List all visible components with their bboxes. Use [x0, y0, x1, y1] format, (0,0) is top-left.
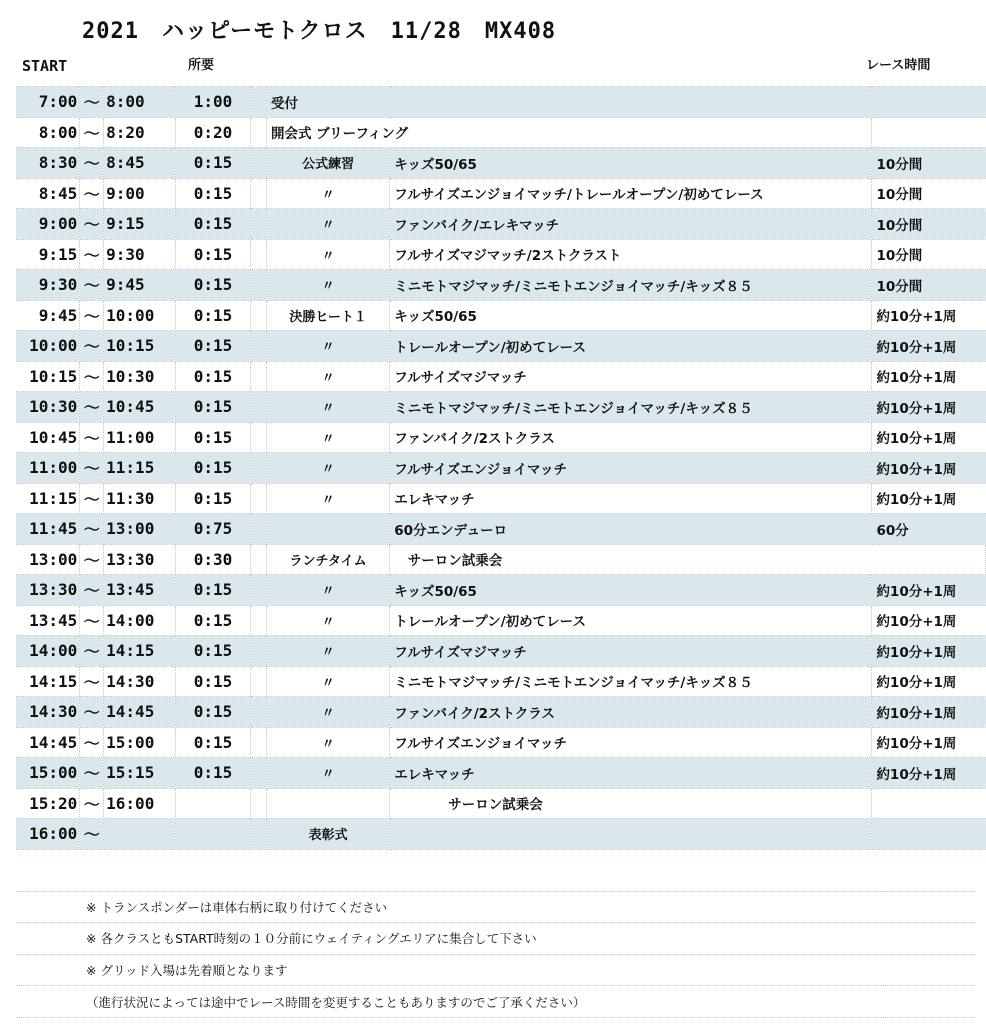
- time-separator: 〜: [80, 605, 104, 636]
- race-time: [872, 819, 986, 850]
- time-separator: 〜: [80, 758, 104, 789]
- schedule-row: [16, 605, 986, 636]
- duration: 0:15: [175, 392, 250, 423]
- event-name: エレキマッチ: [390, 758, 872, 789]
- start-time: 9:45: [16, 300, 80, 331]
- event-name: フルサイズマジマッチ/2ストクラスト: [390, 239, 872, 270]
- end-time: 10:45: [104, 392, 176, 423]
- event-name: フルサイズエンジョイマッチ: [390, 727, 872, 758]
- schedule-row: [16, 514, 986, 545]
- session-category: 決勝ヒート１: [266, 300, 389, 331]
- spacer-cell: [251, 422, 267, 453]
- note-row: [16, 860, 976, 891]
- note-spacer: [880, 986, 976, 1018]
- end-time: 15:15: [104, 758, 176, 789]
- start-time: 10:15: [16, 361, 80, 392]
- event-name: トレールオープン/初めてレース: [390, 605, 872, 636]
- start-time: 10:30: [16, 392, 80, 423]
- race-time: 60分: [872, 514, 986, 545]
- event-name: キッズ50/65: [390, 575, 872, 606]
- duration: 0:15: [175, 666, 250, 697]
- note-text: （進行状況によっては途中でレース時間を変更することもありますのでご了承ください）: [16, 986, 880, 1018]
- schedule-row: [16, 331, 986, 362]
- spacer-cell: [251, 300, 267, 331]
- start-time: 14:15: [16, 666, 80, 697]
- time-separator: 〜: [80, 117, 104, 148]
- schedule-row: [16, 819, 986, 850]
- duration: [175, 819, 250, 850]
- note-row: [16, 986, 976, 1018]
- time-separator: 〜: [80, 514, 104, 545]
- note-spacer: [880, 860, 976, 891]
- duration: 0:15: [175, 300, 250, 331]
- end-time: 15:00: [104, 727, 176, 758]
- time-separator: 〜: [80, 575, 104, 606]
- duration: 0:15: [175, 422, 250, 453]
- spacer-cell: [251, 209, 267, 240]
- note-spacer: [880, 923, 976, 955]
- schedule-row: [16, 544, 986, 575]
- event-name: サーロン試乗会: [390, 788, 872, 819]
- race-time: 10分間: [872, 209, 986, 240]
- time-separator: 〜: [80, 392, 104, 423]
- duration-column-header: 所要: [188, 58, 215, 73]
- race-time: 約10分+1周: [872, 758, 986, 789]
- race-time: 10分間: [872, 178, 986, 209]
- time-separator: 〜: [80, 636, 104, 667]
- spacer-cell: [251, 514, 267, 545]
- end-time: 13:30: [104, 544, 176, 575]
- session-category: 〃: [266, 758, 389, 789]
- duration: 0:15: [175, 575, 250, 606]
- start-time: 13:00: [16, 544, 80, 575]
- session-category: 〃: [266, 209, 389, 240]
- notes-table: [16, 860, 976, 1018]
- time-separator: 〜: [80, 178, 104, 209]
- session-category: 受付: [266, 87, 871, 118]
- schedule-row: [16, 788, 986, 819]
- spacer-cell: [251, 361, 267, 392]
- schedule-row: [16, 727, 986, 758]
- session-category: 〃: [266, 453, 389, 484]
- session-category: 〃: [266, 178, 389, 209]
- end-time: 9:15: [104, 209, 176, 240]
- race-time: 約10分+1周: [872, 483, 986, 514]
- duration: 0:15: [175, 636, 250, 667]
- schedule-row: [16, 392, 986, 423]
- duration: 0:15: [175, 148, 250, 179]
- end-time: 9:00: [104, 178, 176, 209]
- time-separator: 〜: [80, 819, 104, 850]
- event-name: ファンバイク/2ストクラス: [390, 697, 872, 728]
- end-time: 11:15: [104, 453, 176, 484]
- note-text: ※ 各クラスともSTART時刻の１０分前にウェイティングエリアに集合して下さい: [16, 923, 880, 955]
- session-category: 〃: [266, 331, 389, 362]
- time-separator: 〜: [80, 788, 104, 819]
- time-separator: 〜: [80, 544, 104, 575]
- spacer-cell: [251, 178, 267, 209]
- schedule-row: [16, 148, 986, 179]
- schedule-row: [16, 666, 986, 697]
- race-time: 10分間: [872, 148, 986, 179]
- time-separator: 〜: [80, 483, 104, 514]
- time-separator: 〜: [80, 331, 104, 362]
- time-separator: 〜: [80, 422, 104, 453]
- end-time: 16:00: [104, 788, 176, 819]
- spacer-cell: [251, 697, 267, 728]
- event-name: ファンバイク/エレキマッチ: [390, 209, 872, 240]
- start-time: 10:45: [16, 422, 80, 453]
- duration: 1:00: [175, 87, 250, 118]
- start-time: 14:30: [16, 697, 80, 728]
- start-time: 9:30: [16, 270, 80, 301]
- event-name: ファンバイク/2ストクラス: [390, 422, 872, 453]
- schedule-row: [16, 209, 986, 240]
- time-separator: 〜: [80, 453, 104, 484]
- start-time: 13:30: [16, 575, 80, 606]
- spacer-cell: [251, 575, 267, 606]
- schedule-row: [16, 575, 986, 606]
- start-time: 9:15: [16, 239, 80, 270]
- schedule-row: [16, 300, 986, 331]
- event-name: 60分エンデューロ: [390, 514, 872, 545]
- duration: 0:15: [175, 239, 250, 270]
- spacer-cell: [251, 819, 267, 850]
- time-separator: 〜: [80, 697, 104, 728]
- start-time: 8:30: [16, 148, 80, 179]
- race-time: 約10分+1周: [872, 575, 986, 606]
- session-category: 〃: [266, 392, 389, 423]
- race-time: 約10分+1周: [872, 697, 986, 728]
- duration: 0:15: [175, 727, 250, 758]
- spacer-cell: [251, 483, 267, 514]
- spacer-cell: [251, 117, 267, 148]
- start-time: 8:45: [16, 178, 80, 209]
- race-time: 約10分+1周: [872, 605, 986, 636]
- race-time: 約10分+1周: [872, 453, 986, 484]
- start-time: 15:20: [16, 788, 80, 819]
- duration: 0:15: [175, 605, 250, 636]
- start-time: 14:45: [16, 727, 80, 758]
- spacer-cell: [251, 87, 267, 118]
- end-time: 11:30: [104, 483, 176, 514]
- event-name: フルサイズマジマッチ: [390, 636, 872, 667]
- end-time: 14:15: [104, 636, 176, 667]
- end-time: 13:00: [104, 514, 176, 545]
- event-name: キッズ50/65: [390, 300, 872, 331]
- session-category: ランチタイム: [266, 544, 389, 575]
- time-separator: 〜: [80, 270, 104, 301]
- event-name: ミニモトマジマッチ/ミニモトエンジョイマッチ/キッズ８５: [390, 392, 872, 423]
- duration: 0:15: [175, 483, 250, 514]
- start-time: 9:00: [16, 209, 80, 240]
- spacer-cell: [251, 392, 267, 423]
- spacer-cell: [251, 148, 267, 179]
- start-time: 14:00: [16, 636, 80, 667]
- schedule-row: [16, 697, 986, 728]
- race-time: 約10分+1周: [872, 636, 986, 667]
- note-row: [16, 954, 976, 986]
- end-time: 14:00: [104, 605, 176, 636]
- spacer-cell: [251, 758, 267, 789]
- time-separator: 〜: [80, 87, 104, 118]
- schedule-row: [16, 422, 986, 453]
- duration: [175, 788, 250, 819]
- session-category: 〃: [266, 270, 389, 301]
- session-category: 〃: [266, 605, 389, 636]
- spacer-cell: [251, 666, 267, 697]
- time-separator: 〜: [80, 727, 104, 758]
- end-time: 13:45: [104, 575, 176, 606]
- session-category: 開会式 ブリーフィング: [266, 117, 871, 148]
- note-text: ※ トランスポンダーは車体右柄に取り付けてください: [16, 891, 880, 923]
- session-category: 〃: [266, 666, 389, 697]
- session-category: [266, 514, 389, 545]
- race-time: 10分間: [872, 270, 986, 301]
- schedule-row: [16, 483, 986, 514]
- duration: 0:15: [175, 331, 250, 362]
- duration: 0:15: [175, 209, 250, 240]
- session-category: 〃: [266, 361, 389, 392]
- duration: 0:15: [175, 270, 250, 301]
- note-spacer: [880, 891, 976, 923]
- session-category: 〃: [266, 697, 389, 728]
- session-category: [266, 788, 389, 819]
- session-category: 〃: [266, 575, 389, 606]
- end-time: 9:45: [104, 270, 176, 301]
- spacer-cell: [251, 331, 267, 362]
- duration: 0:15: [175, 361, 250, 392]
- duration: 0:30: [175, 544, 250, 575]
- start-time: 11:00: [16, 453, 80, 484]
- note-text: ※ グリッド入場は先着順となります: [16, 954, 880, 986]
- start-time: 11:15: [16, 483, 80, 514]
- race-time: 約10分+1周: [872, 361, 986, 392]
- end-time: 11:00: [104, 422, 176, 453]
- duration: 0:15: [175, 453, 250, 484]
- time-separator: 〜: [80, 239, 104, 270]
- race-time: 10分間: [872, 239, 986, 270]
- session-category: 表彰式: [266, 819, 389, 850]
- race-time: 約10分+1周: [872, 727, 986, 758]
- start-time: 13:45: [16, 605, 80, 636]
- event-name: ミニモトマジマッチ/ミニモトエンジョイマッチ/キッズ８５: [390, 666, 872, 697]
- spacer-cell: [251, 605, 267, 636]
- schedule-row: [16, 270, 986, 301]
- note-text: [16, 860, 880, 891]
- race-time: [872, 117, 986, 148]
- start-time: 16:00: [16, 819, 80, 850]
- spacer-cell: [251, 453, 267, 484]
- race-time: 約10分+1周: [872, 422, 986, 453]
- session-category: 〃: [266, 239, 389, 270]
- event-name: トレールオープン/初めてレース: [390, 331, 872, 362]
- schedule-row: [16, 87, 986, 118]
- event-name: フルサイズエンジョイマッチ: [390, 453, 872, 484]
- spacer-cell: [251, 727, 267, 758]
- session-category: 〃: [266, 636, 389, 667]
- start-time: 11:45: [16, 514, 80, 545]
- schedule-table: [16, 86, 986, 850]
- page-title: 2021 ハッピーモトクロス 11/28 MX408: [82, 19, 557, 44]
- schedule-row: [16, 239, 986, 270]
- event-name: キッズ50/65: [390, 148, 872, 179]
- note-row: [16, 923, 976, 955]
- race-time-column-header: レース時間: [866, 58, 931, 73]
- schedule-row: [16, 361, 986, 392]
- end-time: [104, 819, 176, 850]
- time-separator: 〜: [80, 361, 104, 392]
- duration: 0:75: [175, 514, 250, 545]
- schedule-row: [16, 636, 986, 667]
- start-column-header: START: [22, 57, 68, 75]
- race-time: 約10分+1周: [872, 392, 986, 423]
- spacer-cell: [251, 544, 267, 575]
- end-time: 9:30: [104, 239, 176, 270]
- end-time: 14:30: [104, 666, 176, 697]
- session-category: 〃: [266, 483, 389, 514]
- race-time: [872, 87, 986, 118]
- event-name: フルサイズマジマッチ: [390, 361, 872, 392]
- time-separator: 〜: [80, 148, 104, 179]
- start-time: 10:00: [16, 331, 80, 362]
- spacer-cell: [251, 788, 267, 819]
- event-name: サーロン試乗会: [390, 544, 986, 575]
- duration: 0:20: [175, 117, 250, 148]
- spacer-cell: [251, 636, 267, 667]
- event-name: フルサイズエンジョイマッチ/トレールオープン/初めてレース: [390, 178, 872, 209]
- race-time: 約10分+1周: [872, 666, 986, 697]
- spacer-cell: [251, 270, 267, 301]
- end-time: 10:15: [104, 331, 176, 362]
- event-name: [390, 819, 872, 850]
- end-time: 8:20: [104, 117, 176, 148]
- end-time: 8:00: [104, 87, 176, 118]
- time-separator: 〜: [80, 666, 104, 697]
- end-time: 8:45: [104, 148, 176, 179]
- session-category: 〃: [266, 422, 389, 453]
- session-category: 公式練習: [266, 148, 389, 179]
- event-name: エレキマッチ: [390, 483, 872, 514]
- schedule-row: [16, 758, 986, 789]
- schedule-row: [16, 453, 986, 484]
- spacer-cell: [251, 239, 267, 270]
- duration: 0:15: [175, 178, 250, 209]
- start-time: 8:00: [16, 117, 80, 148]
- time-separator: 〜: [80, 300, 104, 331]
- end-time: 10:00: [104, 300, 176, 331]
- duration: 0:15: [175, 697, 250, 728]
- race-time: 約10分+1周: [872, 331, 986, 362]
- note-row: [16, 891, 976, 923]
- start-time: 7:00: [16, 87, 80, 118]
- end-time: 10:30: [104, 361, 176, 392]
- schedule-row: [16, 178, 986, 209]
- race-time: [872, 788, 986, 819]
- start-time: 15:00: [16, 758, 80, 789]
- duration: 0:15: [175, 758, 250, 789]
- schedule-row: [16, 117, 986, 148]
- session-category: 〃: [266, 727, 389, 758]
- note-spacer: [880, 954, 976, 986]
- end-time: 14:45: [104, 697, 176, 728]
- event-name: ミニモトマジマッチ/ミニモトエンジョイマッチ/キッズ８５: [390, 270, 872, 301]
- time-separator: 〜: [80, 209, 104, 240]
- race-time: 約10分+1周: [872, 300, 986, 331]
